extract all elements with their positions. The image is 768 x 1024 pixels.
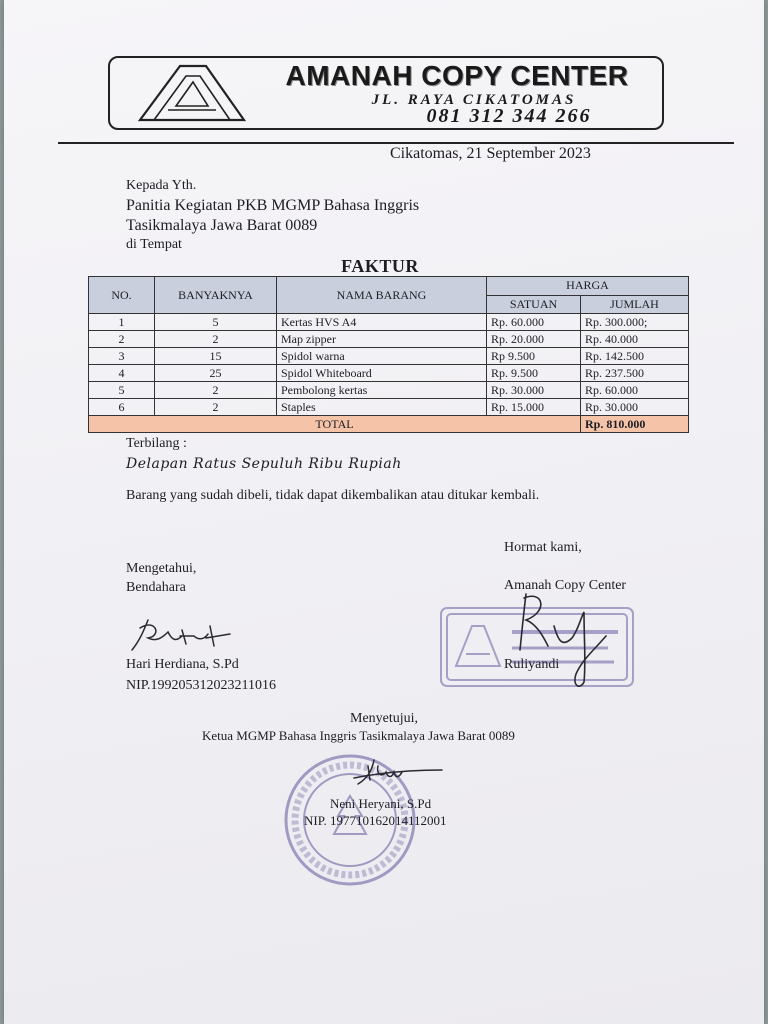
signature-ruliyandi-icon xyxy=(514,590,614,690)
recipient-place: di Tempat xyxy=(126,237,182,252)
left-sign-role: Bendahara xyxy=(126,580,186,595)
center-sign-name: Neni Heryani, S.Pd xyxy=(330,796,432,811)
cell-no: 2 xyxy=(89,331,155,348)
left-sign-label: Mengetahui, xyxy=(126,561,197,576)
terbilang-value: Delapan Ratus Sepuluh Ribu Rupiah xyxy=(126,456,402,472)
table-row xyxy=(89,399,689,416)
recipient-location: Tasikmalaya Jawa Barat 0089 xyxy=(126,217,318,234)
cell-unit: Rp. 15.000 xyxy=(487,399,581,416)
right-sign-company: Amanah Copy Center xyxy=(504,578,627,593)
cell-qty: 2 xyxy=(155,331,277,348)
return-policy-note: Barang yang sudah dibeli, tidak dapat dikembalikan atau ditukar kembali. xyxy=(126,488,540,503)
cell-total: Rp. 30.000 xyxy=(581,399,689,416)
center-sign-nip: NIP. 197710162014112001 xyxy=(304,813,447,828)
cell-unit: Rp. 9.500 xyxy=(487,365,581,382)
cell-no: 4 xyxy=(89,365,155,382)
left-sign-name: Hari Herdiana, S.Pd xyxy=(126,657,239,672)
cell-qty: 25 xyxy=(155,365,277,382)
cell-item: Spidol warna xyxy=(277,348,487,365)
recipient-name: Panitia Kegiatan PKB MGMP Bahasa Inggris xyxy=(126,197,420,214)
right-sign-name: Ruliyandi xyxy=(504,657,560,672)
center-sign-label: Menyetujui, xyxy=(350,711,419,726)
center-sign-role: Ketua MGMP Bahasa Inggris Tasikmalaya Jawa Barat 0089 xyxy=(202,728,515,743)
signature-hari-icon xyxy=(126,616,236,656)
cell-unit: Rp 9.500 xyxy=(487,348,581,365)
left-sign-nip: NIP.199205312023211016 xyxy=(126,678,276,693)
invoice-date: Cikatomas, 21 September 2023 xyxy=(390,145,591,162)
company-phone: 081 312 344 266 xyxy=(426,105,592,127)
company-address: JL. RAYA CIKATOMAS xyxy=(371,92,577,108)
cell-unit: Rp. 60.000 xyxy=(487,314,581,331)
header-qty: BANYAKNYA xyxy=(155,277,277,314)
table-row xyxy=(89,314,689,331)
cell-item: Spidol Whiteboard xyxy=(277,365,487,382)
cell-qty: 2 xyxy=(155,399,277,416)
cell-item: Staples xyxy=(277,399,487,416)
cell-item: Pembolong kertas xyxy=(277,382,487,399)
header-total-price: JUMLAH xyxy=(581,295,689,314)
total-row xyxy=(89,416,689,433)
cell-no: 3 xyxy=(89,348,155,365)
table-row xyxy=(89,365,689,382)
right-sign-greeting: Hormat kami, xyxy=(504,540,582,555)
cell-total: Rp. 40.000 xyxy=(581,331,689,348)
terbilang-label: Terbilang : xyxy=(126,436,187,451)
company-logo-icon xyxy=(134,62,249,124)
cell-no: 1 xyxy=(89,314,155,331)
table-row xyxy=(89,382,689,399)
cell-total: Rp. 237.500 xyxy=(581,365,689,382)
cell-qty: 15 xyxy=(155,348,277,365)
cell-total: Rp. 60.000 xyxy=(581,382,689,399)
header-price: HARGA xyxy=(487,277,689,296)
cell-no: 6 xyxy=(89,399,155,416)
total-value: Rp. 810.000 xyxy=(581,416,689,433)
cell-total: Rp. 142.500 xyxy=(581,348,689,365)
cell-item: Map zipper xyxy=(277,331,487,348)
table-row xyxy=(89,331,689,348)
cell-qty: 2 xyxy=(155,382,277,399)
header-unit-price: SATUAN xyxy=(487,295,581,314)
header-no: NO. xyxy=(89,277,155,314)
invoice-paper xyxy=(4,0,764,1024)
cell-unit: Rp. 30.000 xyxy=(487,382,581,399)
cell-item: Kertas HVS A4 xyxy=(277,314,487,331)
header-rule xyxy=(58,142,734,144)
invoice-table xyxy=(88,276,689,433)
cell-qty: 5 xyxy=(155,314,277,331)
header-item: NAMA BARANG xyxy=(277,277,487,314)
signature-neni-icon xyxy=(334,756,444,796)
company-name: AMANAH COPY CENTER xyxy=(285,60,629,91)
cell-unit: Rp. 20.000 xyxy=(487,331,581,348)
table-row xyxy=(89,348,689,365)
invoice-title: FAKTUR xyxy=(341,256,419,276)
recipient-greeting: Kepada Yth. xyxy=(126,178,197,193)
total-label: TOTAL xyxy=(89,416,581,433)
cell-no: 5 xyxy=(89,382,155,399)
cell-total: Rp. 300.000; xyxy=(581,314,689,331)
